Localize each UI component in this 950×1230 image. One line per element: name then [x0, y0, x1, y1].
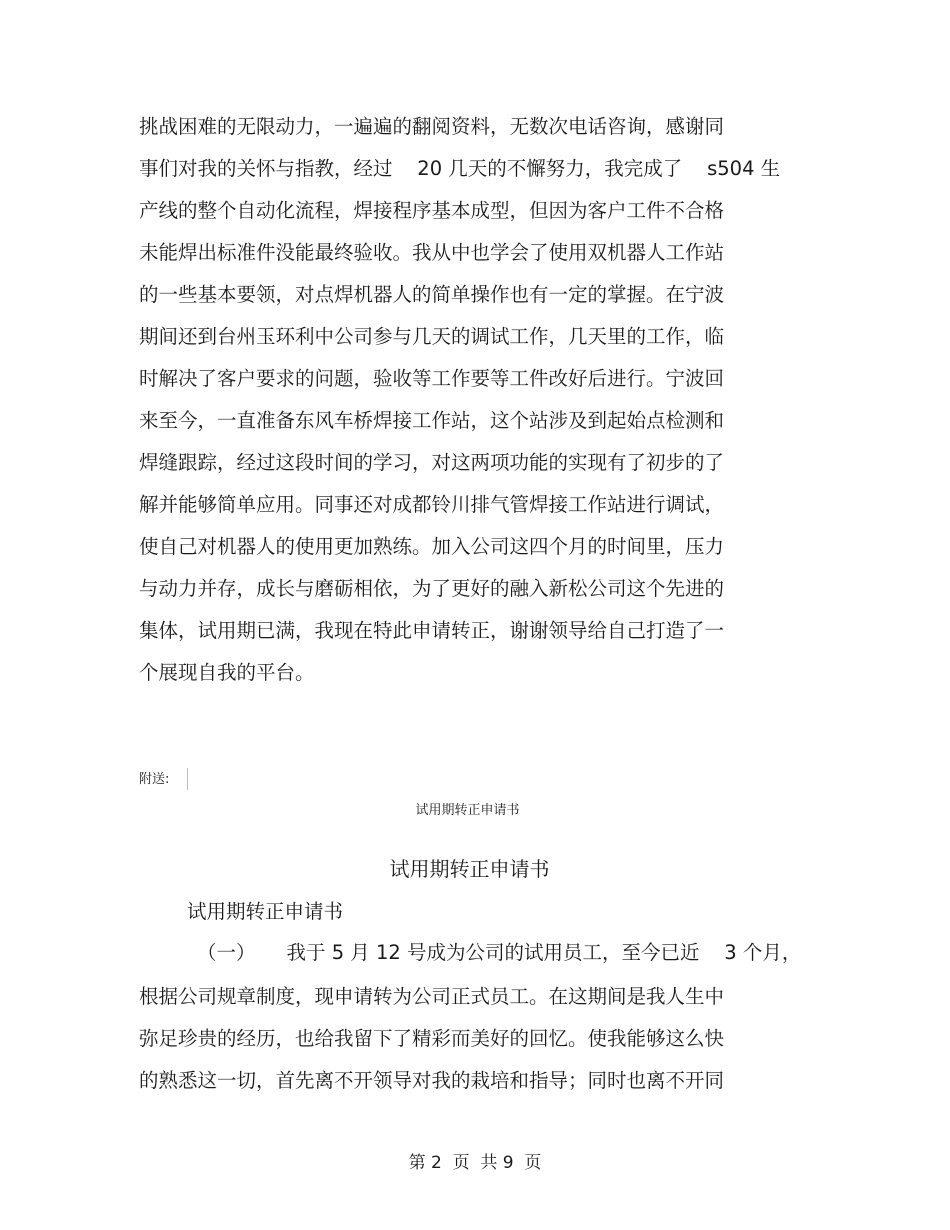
vertical-divider — [187, 768, 188, 790]
text-line: 的熟悉这一切，首先离不开领导对我的栽培和指导；同时也离不开同 — [139, 1069, 725, 1092]
text-line: （一） 我于 5 月 12 号成为公司的试用员工，至今已近 3 个月， — [197, 941, 802, 964]
text-line: 与动力并存，成长与磨砺相依，为了更好的融入新松公司这个先进的 — [139, 577, 725, 600]
text-line: 弥足珍贵的经历，也给我留下了精彩而美好的回忆。使我能够这么快 — [139, 1027, 725, 1050]
text-line: 挑战困难的无限动力，一遍遍的翻阅资料，无数次电话咨询，感谢同 — [139, 115, 725, 138]
text-line: 根据公司规章制度，现申请转为公司正式员工。在这期间是我人生中 — [139, 985, 725, 1008]
text-line: 期间还到台州玉环利中公司参与几天的调试工作，几天里的工作，临 — [139, 325, 725, 348]
text-line: 使自己对机器人的使用更加熟练。加入公司这四个月的时间里，压力 — [139, 535, 725, 558]
text-line: 来至今，一直准备东风车桥焊接工作站，这个站涉及到起始点检测和 — [139, 409, 725, 432]
text-line: 产线的整个自动化流程，焊接程序基本成型，但因为客户工件不合格 — [139, 199, 725, 222]
text-line: 焊缝跟踪，经过这段时间的学习，对这两项功能的实现有了初步的了 — [139, 451, 725, 474]
text-line: 事们对我的关怀与指教，经过 20 几天的不懈努力，我完成了 s504 生 — [139, 157, 781, 180]
text-line: 解并能够简单应用。同事还对成都铃川排气管焊接工作站进行调试， — [139, 493, 725, 516]
text-line: 个展现自我的平台。 — [139, 661, 315, 684]
attachment-label: 附送: — [139, 772, 170, 787]
page-footer: 第 2 页 共 9 页 — [408, 1153, 542, 1173]
text-line: 集体，试用期已满，我现在特此申请转正，谢谢领导给自己打造了一 — [139, 619, 725, 642]
sub-heading: 试用期转正申请书 — [187, 900, 344, 923]
text-line: 的一些基本要领，对点焊机器人的简单操作也有一定的掌握。在宁波 — [139, 283, 725, 306]
text-line: 未能焊出标准件没能最终验收。我从中也学会了使用双机器人工作站 — [139, 241, 725, 264]
small-title: 试用期转正申请书 — [415, 803, 520, 818]
main-title: 试用期转正申请书 — [389, 857, 550, 881]
text-line: 时解决了客户要求的问题，验收等工作要等工件改好后进行。宁波回 — [139, 367, 725, 390]
